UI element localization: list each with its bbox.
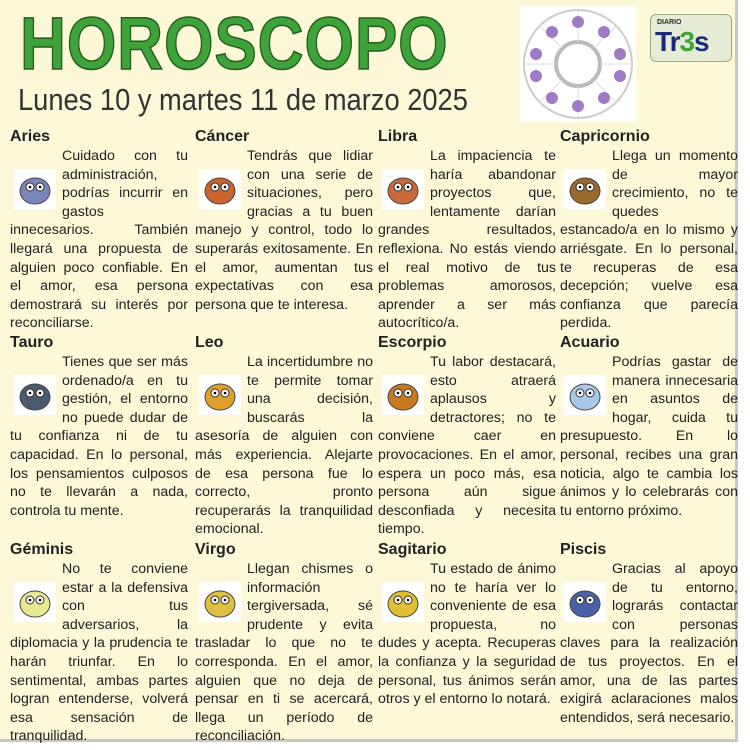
logo-name: Tr3s — [655, 26, 709, 57]
sign-name: Leo — [195, 334, 224, 351]
sign-text — [10, 560, 188, 746]
sign-name: Capricornio — [560, 128, 650, 145]
sign-name: Piscis — [560, 541, 607, 558]
diario-tr3s-logo — [650, 14, 732, 62]
sign-text — [378, 560, 556, 709]
twins-icon — [14, 582, 56, 622]
sign-description: La impaciencia te haría abandonar proyectos que, lentamente darían grandes resultados, reflexiona. No estás viendo el real motivo de tus problemas amorosos, aprender a ser más autocrítico/a. — [378, 148, 556, 332]
sign-name: Géminis — [10, 541, 74, 558]
zodiac-wheel-icon — [520, 6, 636, 122]
page-title: HOROSCOPO — [20, 2, 449, 85]
sign-geminis — [10, 540, 188, 746]
scorpion-icon — [382, 375, 424, 415]
sign-libra — [378, 127, 556, 333]
sign-name: Aries — [10, 128, 51, 145]
sign-virgo — [195, 540, 373, 746]
sign-text — [560, 147, 738, 333]
goat-icon — [564, 169, 606, 209]
sign-description: Gracias al apoyo de tu entorno, lograrás contactar con personas claves para la realización de tus proyectos. En el amor, una de las partes exigirá aclaraciones malos entendidos, será necesario. — [560, 561, 738, 726]
sign-description: Tu labor destacará, esto atraerá aplausos y detractores; no te conviene caer en provocaciones. En el amor, espera un poco más, esa persona aún sigue desconfiada y necesita tiempo. — [378, 354, 556, 538]
sign-description: Cuidado con tu administración, podrías incurrir en gastos innecesarios. También llegará una propuesta de alguien poco confiable. En el amor, esa persona demostrará su interés por reconciliarse. — [10, 148, 188, 332]
sign-text — [195, 147, 373, 314]
sign-description: Tu estado de ánimo no te haría ver lo conveniente de esa propuesta, no dudes y acepta. Recuperas la confianza y la seguridad personal, tus ánimos serán otros y el entorno lo notará. — [378, 561, 556, 708]
sign-description: Podrías gastar de manera innecesaria en asuntos de hogar, cuida tu presupuesto. En lo personal, recibes una gran noticia, algo te cambia los ánimos y lo celebrarás con tu entorno próximo. — [560, 354, 738, 519]
sign-name: Libra — [378, 128, 418, 145]
maiden-icon — [199, 582, 241, 622]
sign-name: Sagitario — [378, 541, 447, 558]
archer-icon — [382, 582, 424, 622]
sign-text — [378, 353, 556, 539]
ram-icon — [14, 169, 56, 209]
sign-aries — [10, 127, 188, 333]
sign-text — [195, 353, 373, 539]
sign-description: La incertidumbre no te permite tomar una decisión, buscarás la asesoría de alguien con más experiencia. Alejarte de esa persona fue lo correcto, pronto recuperarás la tranquilidad emocional. — [195, 354, 373, 538]
sign-description: Tendrás que lidiar con una serie de situaciones, pero gracias a tu buen manejo y control, todo lo superarás exitosamente. En el amor, aumentan tus expectativas con esa persona que te interesa. — [195, 148, 373, 313]
sign-name: Escorpio — [378, 334, 447, 351]
scales-icon — [382, 169, 424, 209]
logo-prefix: DIARIO — [657, 19, 682, 26]
bull-icon — [14, 375, 56, 415]
sign-capricornio — [560, 127, 738, 333]
sign-text — [10, 353, 188, 520]
sign-description: Llega un momento de mayor crecimiento, no te quedes estancado/a en lo mismo y arriésgate. En lo personal, te recuperas de esa decepción; vuelve esa confianza que parecía perdida. — [560, 148, 738, 332]
sign-sagitario — [378, 540, 556, 709]
sign-name: Cáncer — [195, 128, 250, 145]
date-subtitle: Lunes 10 y martes 11 de marzo 2025 — [18, 82, 468, 117]
sign-text — [560, 560, 738, 727]
sign-text — [378, 147, 556, 333]
sign-escorpio — [378, 333, 556, 539]
sign-leo — [195, 333, 373, 539]
sign-name: Acuario — [560, 334, 620, 351]
sign-text — [10, 147, 188, 333]
crab-icon — [199, 169, 241, 209]
sign-tauro — [10, 333, 188, 520]
sign-description: No te conviene estar a la defensiva con tus adversarios, la diplomacia y la prudencia te harán triunfar. En lo sentimental, ambas partes logran entenderse, volverá esa sensación de tranquilidad. — [10, 561, 188, 745]
sign-piscis — [560, 540, 738, 727]
water-drop-icon — [564, 375, 606, 415]
sign-description: Tienes que ser más ordenado/a en tu gestión, el entorno no puede dudar de tu confianza ni de tu capacidad. En lo personal, los pensamientos culposos no te llevarán a nada, controla tu mente. — [10, 354, 188, 519]
sign-text — [195, 560, 373, 746]
lion-icon — [199, 375, 241, 415]
sign-name: Virgo — [195, 541, 236, 558]
sign-description: Llegan chismes o información tergiversada, sé prudente y evita trasladar lo que no te corresponda. En el amor, alguien que no deja de pensar en ti se acercará, llega un período de reconciliación. — [195, 561, 373, 745]
sign-cancer — [195, 127, 373, 314]
sign-text — [560, 353, 738, 520]
sign-acuario — [560, 333, 738, 520]
fish-icon — [564, 582, 606, 622]
sign-name: Tauro — [10, 334, 54, 351]
